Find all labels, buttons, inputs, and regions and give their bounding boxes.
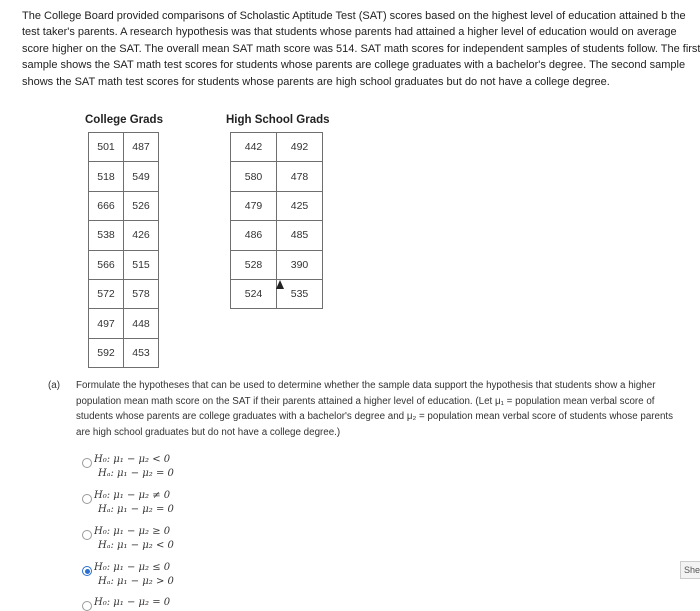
college-grads-cell: 426 xyxy=(124,221,159,250)
college-grads-row xyxy=(89,309,159,338)
college-grads-cell: 497 xyxy=(89,309,124,338)
part-a-question xyxy=(48,378,688,440)
hypothesis-option-2[interactable] xyxy=(82,489,174,517)
college-grads-cell: 578 xyxy=(124,279,159,308)
hypothesis-option-5[interactable] xyxy=(82,596,170,610)
option-4-ha: Hₐ: μ₁ − μ₂ > 0 xyxy=(98,576,174,587)
college-grads-cell: 566 xyxy=(89,250,124,279)
high-school-grads-row xyxy=(231,191,323,220)
college-grads-row xyxy=(89,162,159,191)
high-school-grads-cell: 492 xyxy=(277,133,323,162)
college-grads-row xyxy=(89,279,159,308)
high-school-grads-cell: 390 xyxy=(277,250,323,279)
college-grads-title: College Grads xyxy=(85,114,163,126)
radio-option-2[interactable] xyxy=(82,494,92,504)
hypothesis-option-1[interactable] xyxy=(82,453,174,481)
option-2-ha: Hₐ: μ₁ − μ₂ = 0 xyxy=(98,504,174,515)
college-grads-cell: 572 xyxy=(89,279,124,308)
college-grads-table xyxy=(88,132,159,368)
high-school-grads-cell: 486 xyxy=(231,221,277,250)
college-grads-cell: 453 xyxy=(124,338,159,367)
college-grads-row xyxy=(89,221,159,250)
option-3-h0: H₀: μ₁ − μ₂ ≥ 0 xyxy=(94,526,171,537)
college-grads-row xyxy=(89,191,159,220)
option-2-h0: H₀: μ₁ − μ₂ ≠ 0 xyxy=(94,490,171,501)
radio-option-3[interactable] xyxy=(82,530,92,540)
college-grads-row xyxy=(89,250,159,279)
radio-option-1[interactable] xyxy=(82,458,92,468)
high-school-grads-cell: 580 xyxy=(231,162,277,191)
college-grads-cell: 538 xyxy=(89,221,124,250)
college-grads-cell: 549 xyxy=(124,162,159,191)
radio-option-4-selected[interactable] xyxy=(82,566,92,576)
high-school-grads-title: High School Grads xyxy=(226,114,330,126)
college-grads-cell: 448 xyxy=(124,309,159,338)
high-school-grads-cell: 478 xyxy=(277,162,323,191)
college-grads-cell: 518 xyxy=(89,162,124,191)
high-school-grads-cell: 425 xyxy=(277,191,323,220)
high-school-grads-cell: 485 xyxy=(277,221,323,250)
hypothesis-option-3[interactable] xyxy=(82,525,174,553)
college-grads-cell: 501 xyxy=(89,133,124,162)
mouse-cursor-icon xyxy=(276,280,284,289)
college-grads-row xyxy=(89,133,159,162)
high-school-grads-row xyxy=(231,133,323,162)
high-school-grads-cell: 524 xyxy=(231,279,277,308)
college-grads-cell: 526 xyxy=(124,191,159,220)
high-school-grads-row xyxy=(231,250,323,279)
side-tab[interactable]: She xyxy=(680,561,700,579)
intro-text: The College Board provided comparisons of Scholastic Aptitude Test (SAT) scores based on the highest level of education attained b the test taker's parents. A research hypothesis was that students whose parents had attained a higher level of education would on average score higher on the SAT. The overall mean SAT math score was 514. SAT math scores for independent samples of students follow. The first sample shows the SAT math test scores for students whose parents are college graduates with a bachelor's degree. The second sample shows the SAT math test scores for students whose parents are high school graduates but do not have a college degree. xyxy=(22,10,700,88)
high-school-grads-cell: 535 xyxy=(277,279,323,308)
part-a-text: Formulate the hypotheses that can be used to determine whether the sample data support the hypothesis that students show a higher population mean math score on the SAT if their parents attained a higher level of education. (Let μ₁ = population mean verbal score of students whose parents are college graduates with a bachelor's degree and μ₂ = population mean verbal score of students whose parents are high school graduates but do not have a college degree.) xyxy=(76,380,674,438)
option-4-h0: H₀: μ₁ − μ₂ ≤ 0 xyxy=(94,562,171,573)
high-school-grads-cell: 479 xyxy=(231,191,277,220)
problem-intro xyxy=(22,8,700,90)
option-1-ha: Hₐ: μ₁ − μ₂ = 0 xyxy=(98,468,174,479)
college-grads-cell: 666 xyxy=(89,191,124,220)
college-grads-cell: 515 xyxy=(124,250,159,279)
option-5-h0: H₀: μ₁ − μ₂ = 0 xyxy=(94,597,171,608)
college-grads-cell: 487 xyxy=(124,133,159,162)
high-school-grads-cell: 528 xyxy=(231,250,277,279)
college-grads-cell: 592 xyxy=(89,338,124,367)
college-grads-row xyxy=(89,338,159,367)
part-a-label: (a) xyxy=(48,380,60,391)
hypothesis-option-4[interactable] xyxy=(82,561,174,589)
high-school-grads-cell: 442 xyxy=(231,133,277,162)
option-1-h0: H₀: μ₁ − μ₂ < 0 xyxy=(94,454,171,465)
high-school-grads-row xyxy=(231,162,323,191)
option-3-ha: Hₐ: μ₁ − μ₂ < 0 xyxy=(98,540,174,551)
high-school-grads-row xyxy=(231,221,323,250)
